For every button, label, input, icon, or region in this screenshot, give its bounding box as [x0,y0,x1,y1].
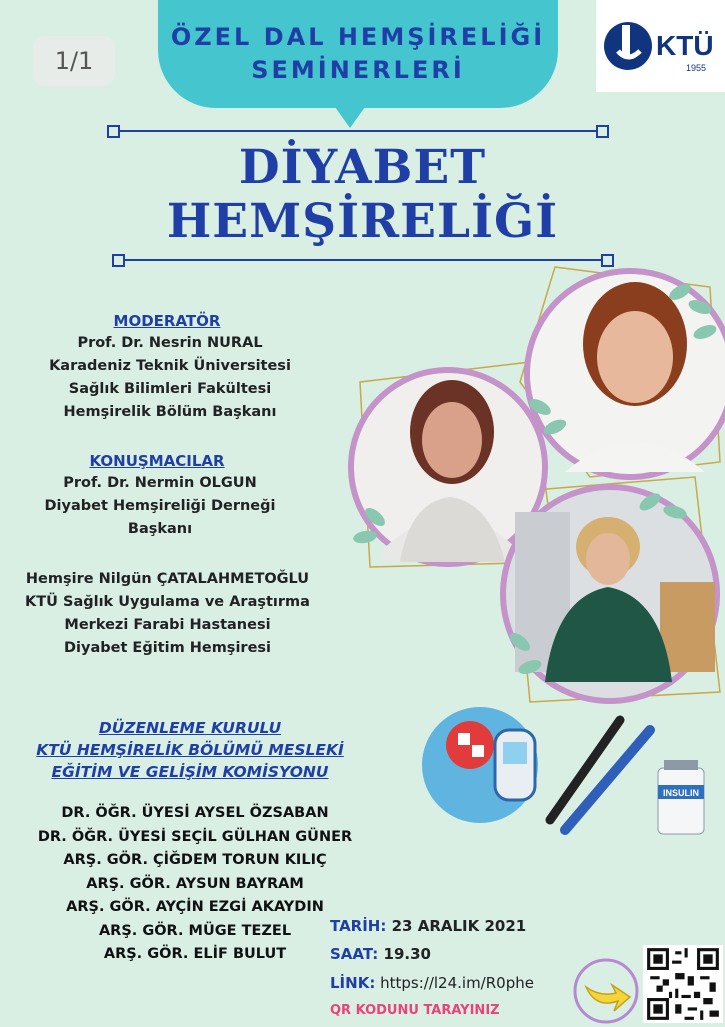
title-line-1: DİYABET [238,140,487,195]
date-label: TARİH: [330,917,387,935]
logo-year: 1955 [685,63,706,73]
arrow-icon [572,957,640,1024]
page-indicator: 1/1 [33,36,115,86]
committee-heading [0,717,380,783]
event-link [330,974,534,992]
ktu-logo [596,0,725,92]
moderator-heading: MODERATÖR [113,312,221,330]
committee-member: ARŞ. GÖR. AYÇİN EZGİ AKAYDIN [66,899,324,915]
date-value: 23 ARALIK 2021 [391,917,527,935]
moderator-line-3: Sağlık Bilimleri Fakültesi [68,381,272,397]
top-rule [113,130,603,132]
bottom-rule-left-square [112,254,125,267]
committee-member: DR. ÖĞR. ÜYESİ SEÇİL GÜLHAN GÜNER [37,828,353,845]
moderator-line-1: Prof. Dr. Nesrin NURAL [77,335,263,351]
event-date [330,917,526,935]
committee-member: ARŞ. GÖR. ÇİĞDEM TORUN KILIÇ [63,852,327,868]
speakers-section [10,452,310,541]
ktu-logo-icon [600,11,722,81]
qr-code-icon [643,945,723,1023]
speakers-heading: KONUŞMACILAR [89,452,225,470]
qr-note: QR KODUNU TARAYINIZ [330,1003,500,1018]
moderator-line-2: Karadeniz Teknik Üniversitesi [49,358,291,374]
speaker2-line-4: Diyabet Eğitim Hemşiresi [63,640,271,656]
speaker1-line-1: Prof. Dr. Nermin OLGUN [63,475,257,491]
header-line-1: ÖZEL DAL HEMŞİRELİĞİ [170,23,546,51]
time-value: 19.30 [383,945,431,963]
title-line-2: HEMŞİRELİĞİ [166,194,559,249]
moderator-section [20,312,320,424]
top-rule-left-square [107,125,120,138]
speaker2-line-1: Hemşire Nilgün ÇATALAHMETOĞLU [25,571,310,587]
committee-member: ARŞ. GÖR. AYSUN BAYRAM [86,875,304,892]
glucometer-icon [495,730,535,800]
speaker1-line-2: Diyabet Hemşireliği Derneği [44,498,276,514]
committee-member: DR. ÖĞR. ÜYESİ AYSEL ÖZSABAN [61,805,329,821]
speaker2-line-3: Merkezi Farabi Hastanesi [64,617,271,633]
header-line-2: SEMİNERLERİ [251,56,465,84]
committee-heading-line-1: DÜZENLEME KURULU [98,719,282,737]
speaker2-line-2: KTÜ Sağlık Uygulama ve Araştırma [25,594,310,610]
moderator-line-4: Hemşirelik Bölüm Başkanı [63,404,277,420]
header-bubble [158,0,558,108]
diabetes-illustration [400,700,720,850]
committee-heading-line-2: KTÜ HEMŞİRELİK BÖLÜMÜ MESLEKİ [36,741,344,759]
link-label: LİNK: [330,974,376,992]
qr-code[interactable] [643,945,723,1023]
speaker-photos [340,262,725,707]
logo-text: KTÜ [655,30,714,61]
link-value[interactable]: https://l24.im/R0phe [380,974,534,992]
committee-heading-line-3: EĞİTİM VE GELİŞİM KOMİSYONU [51,763,329,781]
insulin-vial-icon [658,768,704,834]
top-rule-right-square [596,125,609,138]
speaker1-line-3: Başkanı [127,521,193,537]
insulin-label: INSULIN [663,788,699,798]
bottom-rule [118,259,608,261]
committee-member: ARŞ. GÖR. ELİF BULUT [103,946,287,962]
committee-member: ARŞ. GÖR. MÜGE TEZEL [98,922,292,939]
event-time [330,945,431,963]
time-label: SAAT: [330,945,379,963]
speaker2-block [5,568,330,660]
committee-members [0,802,390,967]
